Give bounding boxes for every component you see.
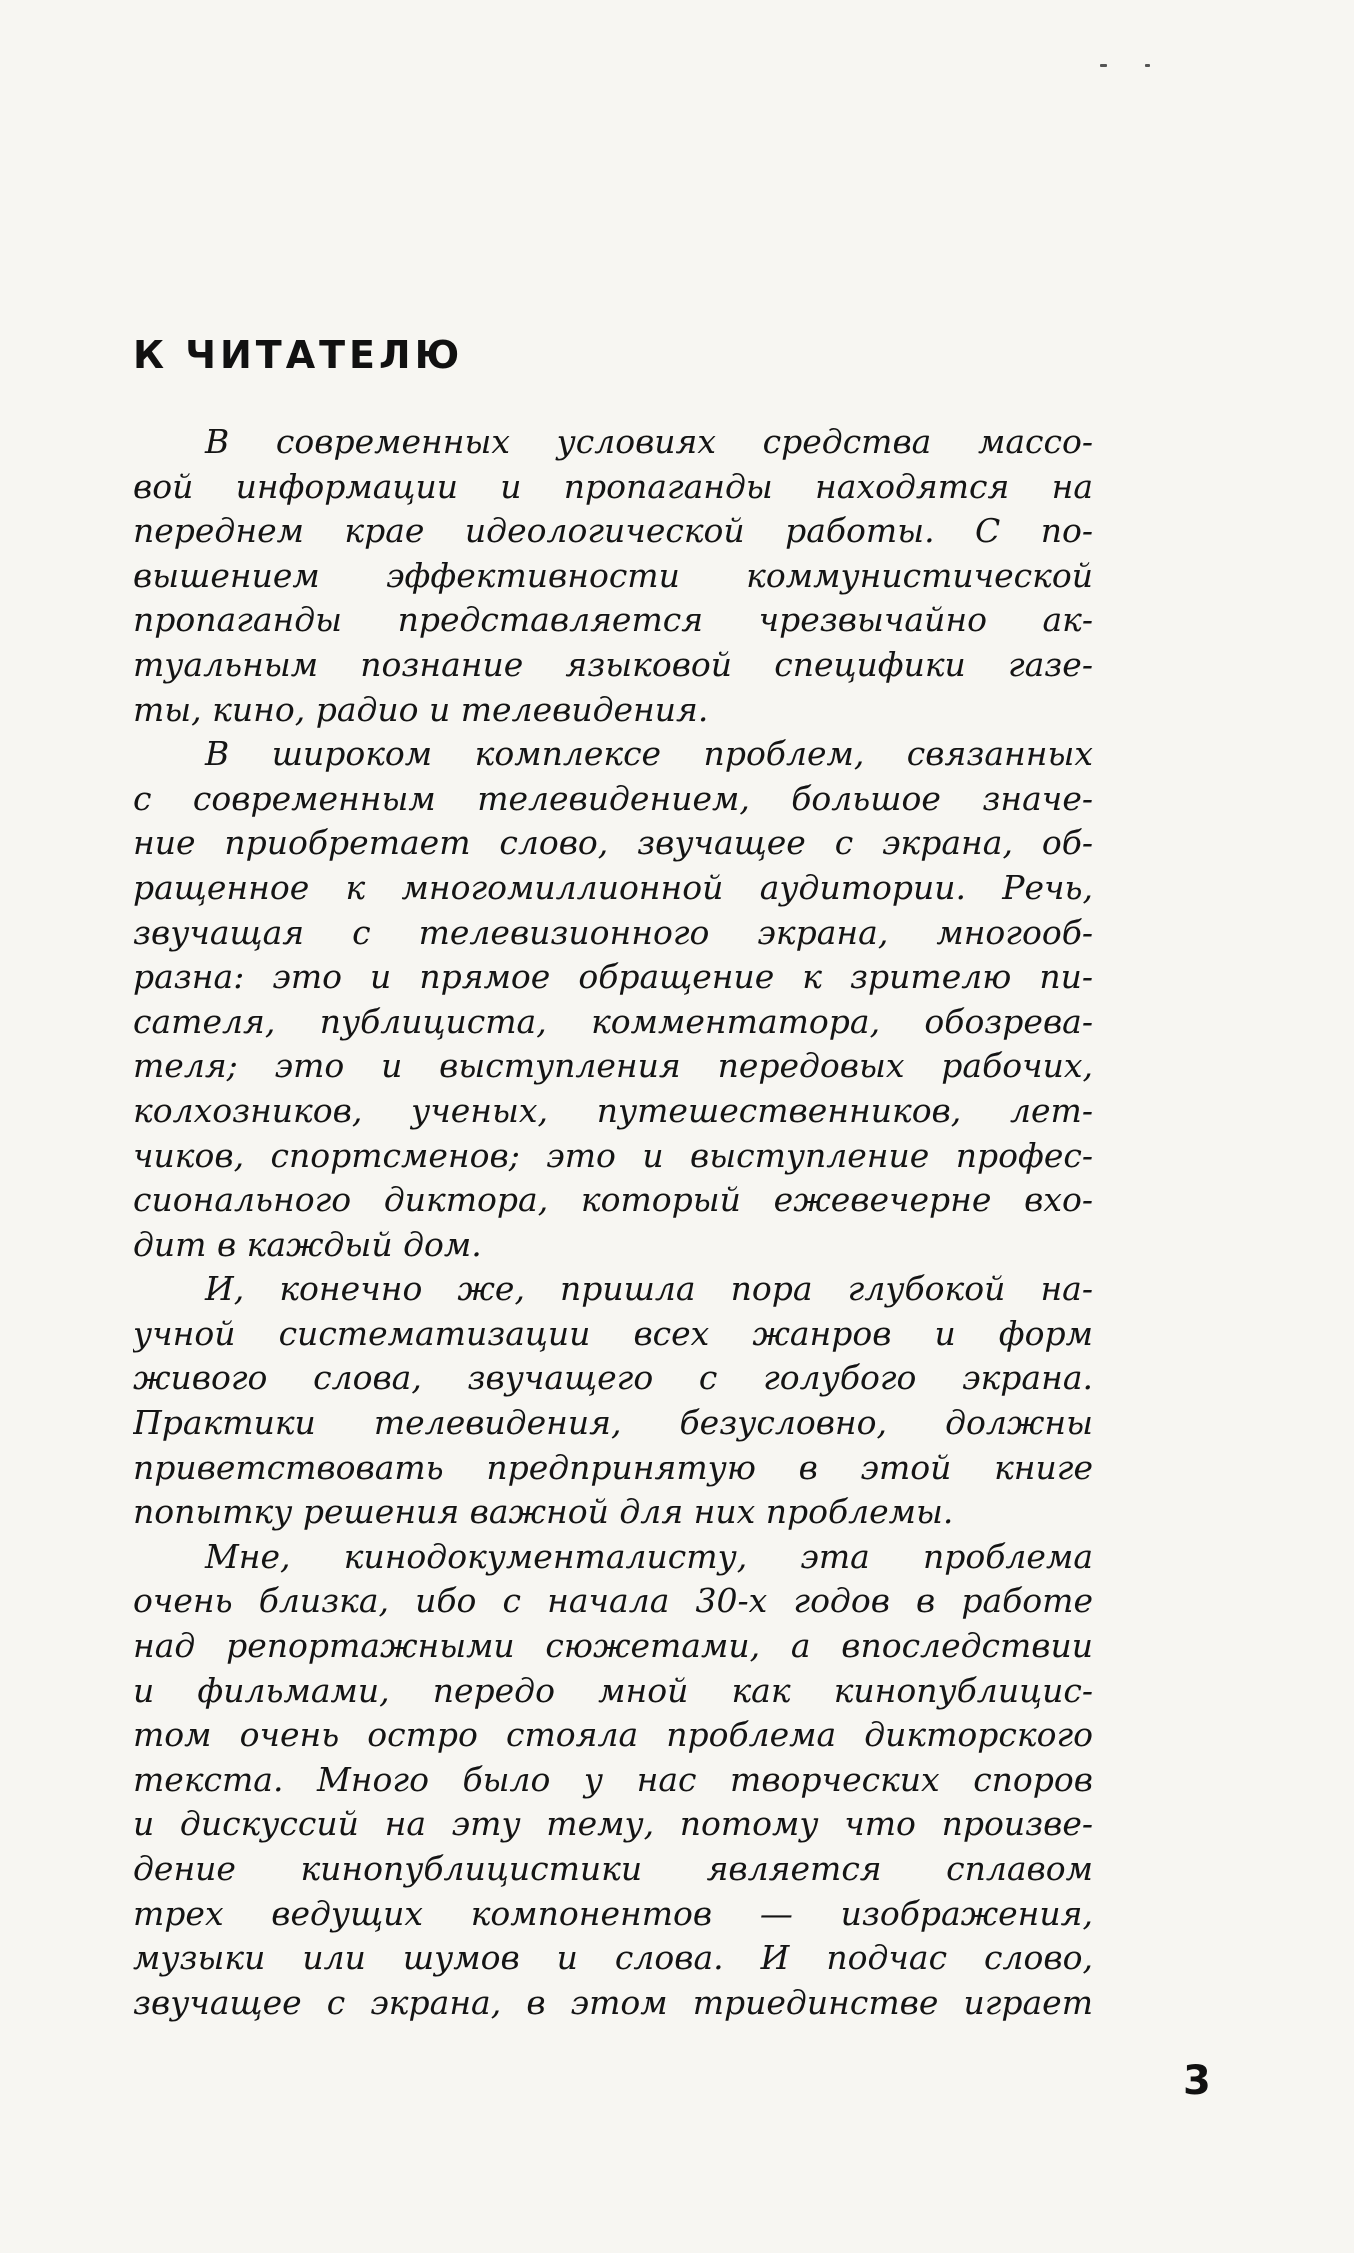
text-line: туальным познание языковой специфики газе- <box>133 644 1093 684</box>
text-line: В современных условиях средства массо- <box>205 422 1093 461</box>
text-line: И, конечно же, пришла пора глубокой на- <box>205 1269 1093 1309</box>
text-line: вой информации и пропаганды находятся на <box>133 466 1093 506</box>
text-line: том очень остро стояла проблема дикторского <box>133 1715 1093 1755</box>
text-line: сионального диктора, который ежевечерне вхо- <box>133 1180 1093 1220</box>
text-line: музыки или шумов и слова. И подчас слово, <box>133 1938 1093 1978</box>
text-line: вышением эффективности коммунистической <box>133 555 1093 595</box>
speck <box>1100 64 1107 67</box>
text-line: и дискуссий на эту тему, потому что произве- <box>133 1804 1093 1844</box>
text-line: звучащее с экрана, в этом триединстве играет <box>133 1982 1093 2022</box>
text-line: теля; это и выступления передовых рабочих, <box>133 1046 1093 1086</box>
text-line: ращенное к многомиллионной аудитории. Речь, <box>133 867 1093 907</box>
text-line: разна: это и прямое обращение к зрителю пи- <box>133 957 1093 997</box>
text-line: переднем крае идеологической работы. С по- <box>133 511 1093 551</box>
text-line: пропаганды представляется чрезвычайно ак- <box>133 600 1093 640</box>
text-line: с современным телевидением, большое значе- <box>133 778 1093 818</box>
text-line: попытку решения важной для них проблемы. <box>133 1492 954 1532</box>
text-line: сателя, публициста, комментатора, обозрева- <box>133 1001 1093 1041</box>
text-line: Практики телевидения, безусловно, должны <box>133 1403 1093 1443</box>
text-line: трех ведущих компонентов — изображения, <box>133 1893 1093 1933</box>
text-line: Мне, кинодокументалисту, эта проблема <box>205 1536 1093 1576</box>
chapter-heading: К ЧИТАТЕЛЮ <box>133 333 464 377</box>
text-line: очень близка, ибо с начала 30-х годов в работе <box>133 1581 1093 1621</box>
text-line: дение кинопублицистики является сплавом <box>133 1849 1093 1888</box>
text-line: дит в каждый дом. <box>133 1224 482 1264</box>
text-line: В широком комплексе проблем, связанных <box>205 734 1093 774</box>
text-line: учной систематизации всех жанров и форм <box>133 1313 1093 1353</box>
print-specks <box>1100 64 1160 68</box>
text-line: ние приобретает слово, звучащее с экрана, об- <box>133 823 1093 863</box>
text-line: колхозников, ученых, путешественников, лет- <box>133 1090 1093 1130</box>
speck <box>1145 64 1150 67</box>
text-line: над репортажными сюжетами, а впоследствии <box>133 1626 1093 1666</box>
body-text <box>133 420 1093 2025</box>
text-line: живого слова, звучащего с голубого экрана. <box>133 1358 1093 1398</box>
text-line: ты, кино, радио и телевидения. <box>133 689 709 729</box>
text-line: приветствовать предпринятую в этой книге <box>133 1447 1093 1487</box>
page-number: 3 <box>1183 2058 1211 2104</box>
text-line: чиков, спортсменов; это и выступление профес- <box>133 1135 1093 1175</box>
text-line: и фильмами, передо мной как кинопублицис- <box>133 1670 1093 1710</box>
text-line: текста. Много было у нас творческих споров <box>133 1759 1093 1799</box>
text-line: звучащая с телевизионного экрана, многооб- <box>133 912 1093 952</box>
